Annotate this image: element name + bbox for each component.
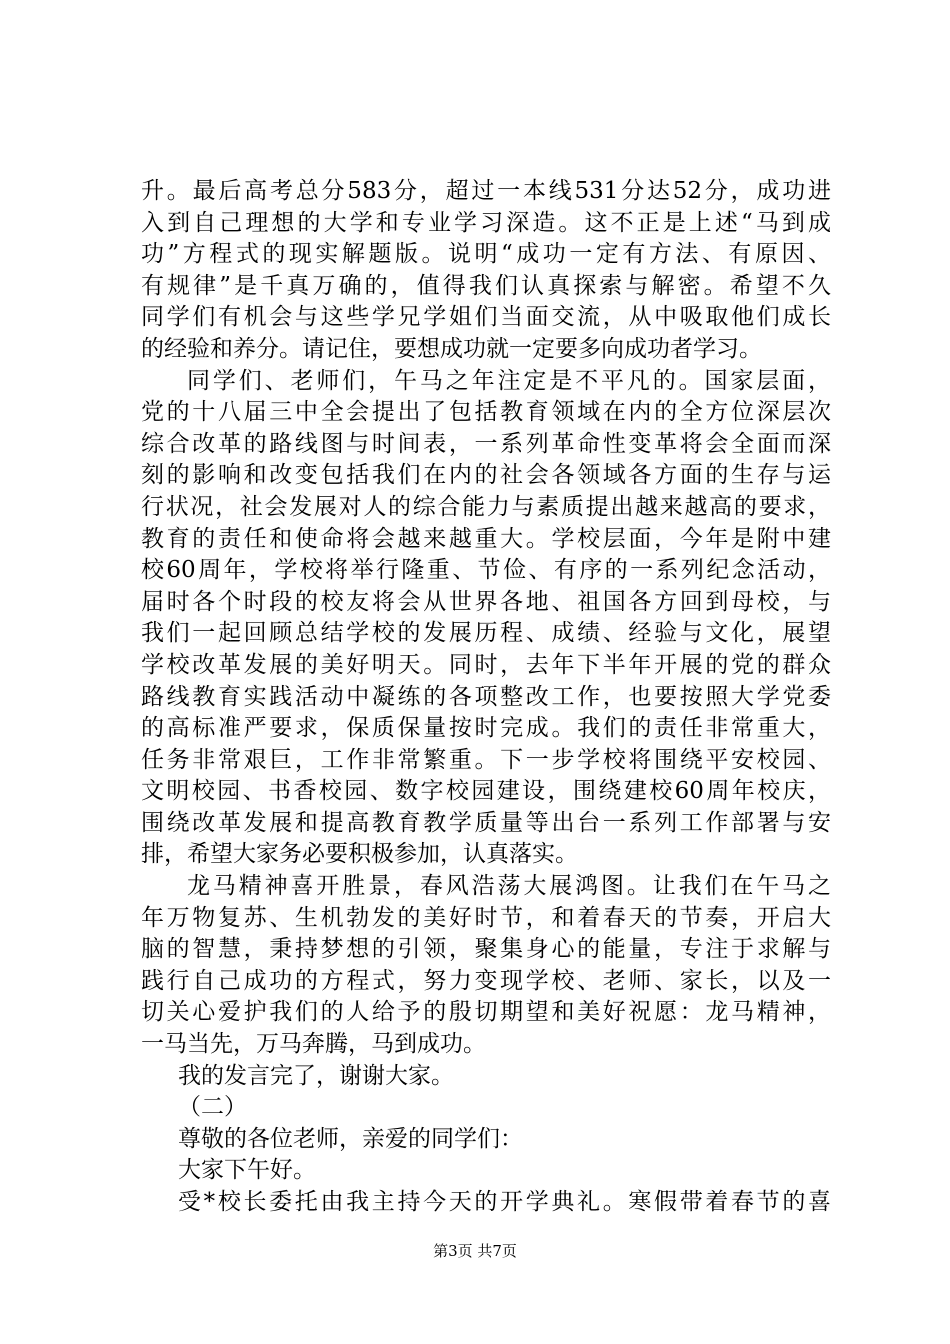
text-line: 围绕改革发展和提高教育教学质量等出台一系列工作部署与安 — [141, 809, 831, 836]
text-line: 任务非常艰巨，工作非常繁重。下一步学校将围绕平安校园、 — [141, 746, 831, 773]
text-line: 的经验和养分。请记住，要想成功就一定要多向成功者学习。 — [141, 335, 762, 362]
text-line: 我们一起回顾总结学校的发展历程、成绩、经验与文化，展望 — [141, 620, 831, 647]
text-line: 同学们、老师们，午马之年注定是不平凡的。国家层面， — [187, 367, 831, 394]
text-line: 升。最后高考总分583分，超过一本线531分达52分，成功进 — [141, 178, 831, 204]
text-line: 文明校园、书香校园、数字校园建设，围绕建校60周年校庆， — [141, 778, 831, 805]
text-line: 综合改革的路线图与时间表，一系列革命性变革将会全面而深 — [141, 430, 831, 457]
text-line: 有规律”是千真万确的，值得我们认真探索与解密。希望不久 — [141, 272, 831, 299]
text-line: 入到自己理想的大学和专业学习深造。这不正是上述“马到成 — [141, 209, 831, 236]
text-line: 校60周年，学校将举行隆重、节俭、有序的一系列纪念活动， — [141, 557, 831, 584]
text-line: 的高标准严要求，保质保量按时完成。我们的责任非常重大， — [141, 715, 831, 742]
text-line: 大家下午好。 — [178, 1157, 316, 1184]
text-line: 教育的责任和使命将会越来越重大。学校层面，今年是附中建 — [141, 525, 831, 552]
page-footer: 第3页 共7页 — [433, 1242, 517, 1260]
text-line: 龙马精神喜开胜景，春风浩荡大展鸿图。让我们在午马之 — [187, 873, 831, 900]
text-line: 届时各个时段的校友将会从世界各地、祖国各方回到母校，与 — [141, 588, 831, 615]
text-line: 党的十八届三中全会提出了包括教育领域在内的全方位深层次 — [141, 399, 831, 426]
text-line: 我的发言完了，谢谢大家。 — [178, 1062, 454, 1089]
text-line: 一马当先，万马奔腾，马到成功。 — [141, 1031, 486, 1058]
text-line: 学校改革发展的美好明天。同时，去年下半年开展的党的群众 — [141, 651, 831, 678]
text-line: 尊敬的各位老师，亲爱的同学们： — [178, 1125, 523, 1152]
text-line: 切关心爱护我们的人给予的殷切期望和美好祝愿：龙马精神， — [141, 999, 831, 1026]
document-body — [141, 176, 831, 1219]
text-line: 践行自己成功的方程式，努力变现学校、老师、家长，以及一 — [141, 967, 831, 994]
text-line: （二） — [178, 1094, 247, 1121]
text-line: 路线教育实践活动中凝练的各项整改工作，也要按照大学党委 — [141, 683, 831, 710]
text-line: 受*校长委托由我主持今天的开学典礼。寒假带着春节的喜 — [178, 1189, 831, 1215]
text-line: 同学们有机会与这些学兄学姐们当面交流，从中吸取他们成长 — [141, 304, 831, 331]
text-line: 脑的智慧，秉持梦想的引领，聚集身心的能量，专注于求解与 — [141, 936, 831, 963]
text-line: 排，希望大家务必要积极参加，认真落实。 — [141, 841, 578, 868]
text-line: 刻的影响和改变包括我们在内的社会各领域各方面的生存与运 — [141, 462, 831, 489]
text-line: 行状况，社会发展对人的综合能力与素质提出越来越高的要求， — [141, 493, 831, 520]
text-line: 功”方程式的现实解题版。说明“成功一定有方法、有原因、 — [141, 241, 831, 268]
text-line: 年万物复苏、生机勃发的美好时节，和着春天的节奏，开启大 — [141, 904, 831, 931]
